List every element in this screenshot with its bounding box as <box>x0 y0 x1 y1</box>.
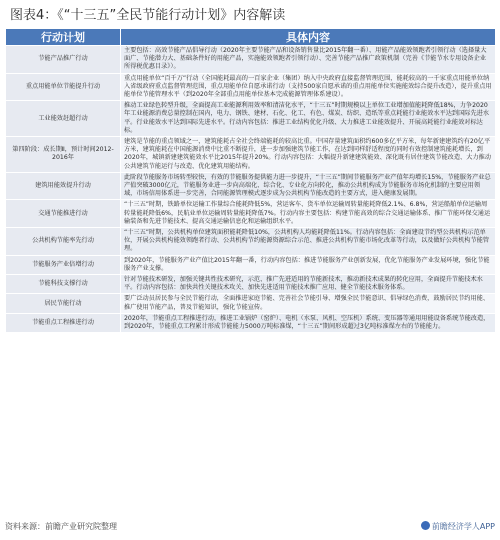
plan-cell: 交通节能推进行动 <box>6 200 121 228</box>
plan-cell: 节能科技支撑行动 <box>6 275 121 294</box>
plan-table <box>5 28 496 333</box>
content-cell: 针对节能技术研发，加强关键共性技术研究，示范、推广先进适用的节能新技术，推动新技术成果的转化应用，全面提升节能技术水平。行动内容包括：加快共性关键技术攻关、加快先进适用节能技术推广应用、健全节能技术服务体系。 <box>121 275 496 294</box>
plan-cell: 公共机构节能率先行动 <box>6 228 121 256</box>
page-title: 图表4：《“十三五”全民节能行动计划》内容解读 <box>10 8 286 23</box>
table-row <box>6 101 496 137</box>
content-cell: 建筑是节能的重点领域之一，建筑能耗占全社会终端能耗的较高比重。中国存量建筑面积约600多亿平方米，每年新建建筑约有20亿平方米，建筑能耗在中国能源消费中比重不断提升，进一步加强建筑节能工作，在达到同样舒适程度的同时有效控制建筑能耗增长，到2020年，城镇新建建筑能效水平比2015年提升20%。行动内容包括：大幅提升新建建筑能效、深化既有居住建筑节能改造、大力推动公共建筑节能运行与改造、优化建筑用能结构。 <box>121 137 496 173</box>
table-row <box>6 73 496 101</box>
content-cell: “十三五”时期，铁路单位运输工作量综合能耗降低5%，营运客车、货车单位运输周转量能耗降低2.1%、6.8%，营运船舶单位运输周转量能耗降低6%，民航业单位运输周转量能耗降低7%。行动内容主要包括：构建节能高效的综合交通运输体系、推广节能环保交通运输装备和先进节能技术、提高交通运输信息化和运输组织水平。 <box>121 200 496 228</box>
brand-logo-icon <box>421 521 430 530</box>
content-cell: 推动工业绿色转型升级，全面提高工业能源利用效率和清洁化水平，“十三五”时期规模以上单位工业增加值能耗降低18%，力争2020年工业能源消费总量控制在国内，电力、钢铁、建材、石化、化工、有色、煤炭、纺织、造纸等重点耗能行业能效水平达到国际先进水平。行业能效水平达到国际先进水平。行动内容包括：推进工业结构优化升级、大力推进工业能效提升、开展高耗能行业能效对标达标。 <box>121 101 496 137</box>
table-row <box>6 137 496 173</box>
table-header-row <box>6 29 496 46</box>
table-body <box>6 46 496 333</box>
table-row <box>6 275 496 294</box>
table-row <box>6 255 496 274</box>
content-cell: 重点用能单位“百千万”行动（全国能耗最高的一百家企业（集团）纳入中央政府直接监督管理范围，能耗较高的一千家重点用能单位纳入省级政府重点监督管理范围，重点用能单位自愿承诺行动（支持500家自愿承诺的重点用能单位实施能效综合提升改造），提升重点用能单位节能管理水平（到2020年全部重点用能单位基本完成能源管理体系建设）。 <box>121 73 496 101</box>
content-cell: 到2020年，节能服务产业产值比2015年翻一番，行动内容包括：推进节能服务产业创新发展，优化节能服务产业发展环境，强化节能服务产业支撑。 <box>121 255 496 274</box>
content-cell: 主要包括：高效节能产品倡导行动（2020年主要节能产品和设备销售量比2015年翻一番）、用能产品能效领跑者引领行动（选择量大面广、节能潜力大、基础条件好的用能产品，实施能效领跑者引领行动）、完善节能产品推广政策机制（完善《节能节水专用设备企业所得税优惠目录》）。 <box>121 46 496 74</box>
table-row <box>6 228 496 256</box>
source-note: 资料来源：前瞻产业研究院整理 <box>5 522 117 531</box>
plan-cell: 第四阶段：成长期Ⅱ，预计时间2012-2016年 <box>6 137 121 173</box>
content-cell: 2020年，节能重点工程推进行动，推进工业锅炉（窑炉）、电机（水泵、风机、空压机）系统、变压器等通用用能设备系统节能改造，到2020年，节能重点工程累计形成节能能力5000万吨标准煤，“十三五”期间形成超过3亿吨标准煤左右的节能能力。 <box>121 313 496 332</box>
table-row <box>6 200 496 228</box>
plan-cell: 工业能效赶超行动 <box>6 101 121 137</box>
plan-cell: 重点用能单位节能提升行动 <box>6 73 121 101</box>
plan-cell: 居民节能行动 <box>6 294 121 313</box>
content-cell: 此阶段节能服务市场转型较快，有效的节能服务提供能力进一步提升，“十三五”期间节能服务产业产值年均增长15%，节能服务产业总产值突破3000亿元，节能服务业进一步向高端化、综合化、专业化方向转化，推动公共机构成为节能服务市场化机制的主要应用领域，市场信用体系进一步完善，合同能源管理模式逐步成为公共机构节能改造的主要方式，进入健康发展期。 <box>121 172 496 200</box>
plan-cell: 节能产品推广行动 <box>6 46 121 74</box>
plan-cell: 节能服务产业倍增行动 <box>6 255 121 274</box>
table-row <box>6 313 496 332</box>
table-row <box>6 46 496 74</box>
header-content: 具体内容 <box>121 29 496 46</box>
plan-cell: 建筑用能效提升行动 <box>6 172 121 200</box>
header-plan: 行动计划 <box>6 29 121 46</box>
brand-label: 前瞻经济学人APP <box>431 522 495 531</box>
table-row <box>6 172 496 200</box>
content-cell: “十三五”时期，公共机构单位建筑面积能耗降低10%，公共机构人均能耗降低11%。行动内容包括：全面建设节约型公共机构示范单位，开展公共机构能效领跑者行动、公共机构节约能源资源综合示范、推进公共机构节能市场化改革等行动，以及做好公共机构节能管理。 <box>121 228 496 256</box>
brand <box>421 521 495 532</box>
plan-cell: 节能重点工程推进行动 <box>6 313 121 332</box>
content-cell: 要广泛动员居民参与全民节能行动，全面推进家庭节能、完善社会节能引导、增强全民节能意识、倡导绿色消费，鼓励居民节约用能、推广使用节能产品，普及节能知识，强化节能宣传。 <box>121 294 496 313</box>
table-row <box>6 294 496 313</box>
